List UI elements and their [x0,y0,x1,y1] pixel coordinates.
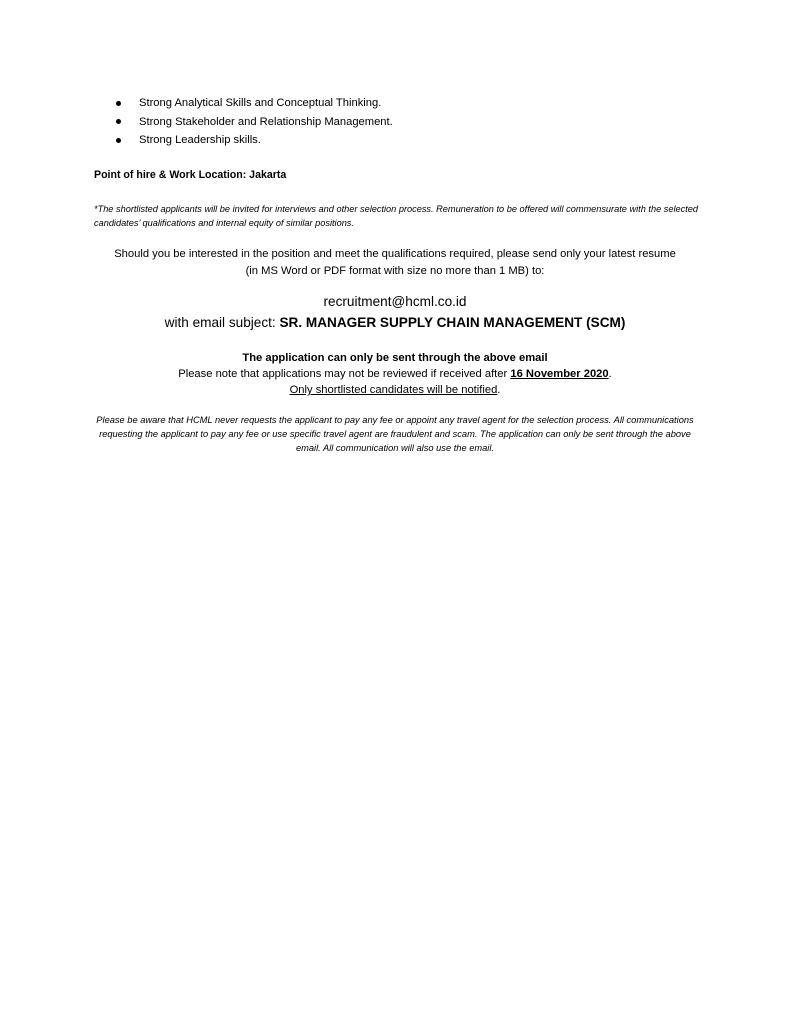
work-location: Point of hire & Work Location: Jakarta [94,169,287,181]
skill-text: Strong Stakeholder and Relationship Management. [139,115,393,128]
deadline-date: 16 November 2020 [510,368,609,381]
deadline-prefix: Please note that applications may not be reviewed if received after [178,368,511,381]
recruitment-email[interactable]: recruitment@hcml.co.id [323,294,467,309]
email-subject-line [90,315,700,330]
email-only-notice: The application can only be sent through the above email [242,352,548,364]
skill-text: Strong Leadership skills. [139,134,261,146]
application-notice [90,350,700,399]
bullet-icon [116,119,121,124]
instructions-line: Should you be interested in the position and meet the qualifications required, please send only your latest resume [114,248,676,260]
bullet-icon [116,101,121,106]
bullet-icon [116,138,121,143]
shortlist-disclaimer: *The shortlisted applicants will be invited for interviews and other selection process. Remuneration to be offered will commensurate with the selected candidates’ qualifications and internal equity of similar positions. [94,204,698,229]
fraud-warning: Please be aware that HCML never requests the applicant to pay any fee or appoint any travel agent for the selection process. All communications requesting the applicant to pay any fee or use specific travel agent are fraudulent and scam. The application can only be sent through the above email. All communication will also use the email. [96,415,694,454]
instructions-line: (in MS Word or PDF format with size no more than 1 MB) to: [245,264,545,277]
email-subject: SR. MANAGER SUPPLY CHAIN MANAGEMENT (SCM) [279,315,626,330]
deadline-notice [90,366,700,382]
notified-suffix: . [497,384,501,397]
application-instructions [90,246,700,279]
deadline-suffix: . [608,368,612,381]
notification-notice [90,382,700,398]
list-item [116,113,393,132]
shortlist-notified-text: Only shortlisted candidates will be notified [289,384,498,397]
list-item [116,94,393,113]
skill-text: Strong Analytical Skills and Conceptual Thinking. [139,97,382,109]
list-item [116,131,393,150]
subject-prefix: with email subject: [164,315,280,330]
skills-list [116,94,393,150]
